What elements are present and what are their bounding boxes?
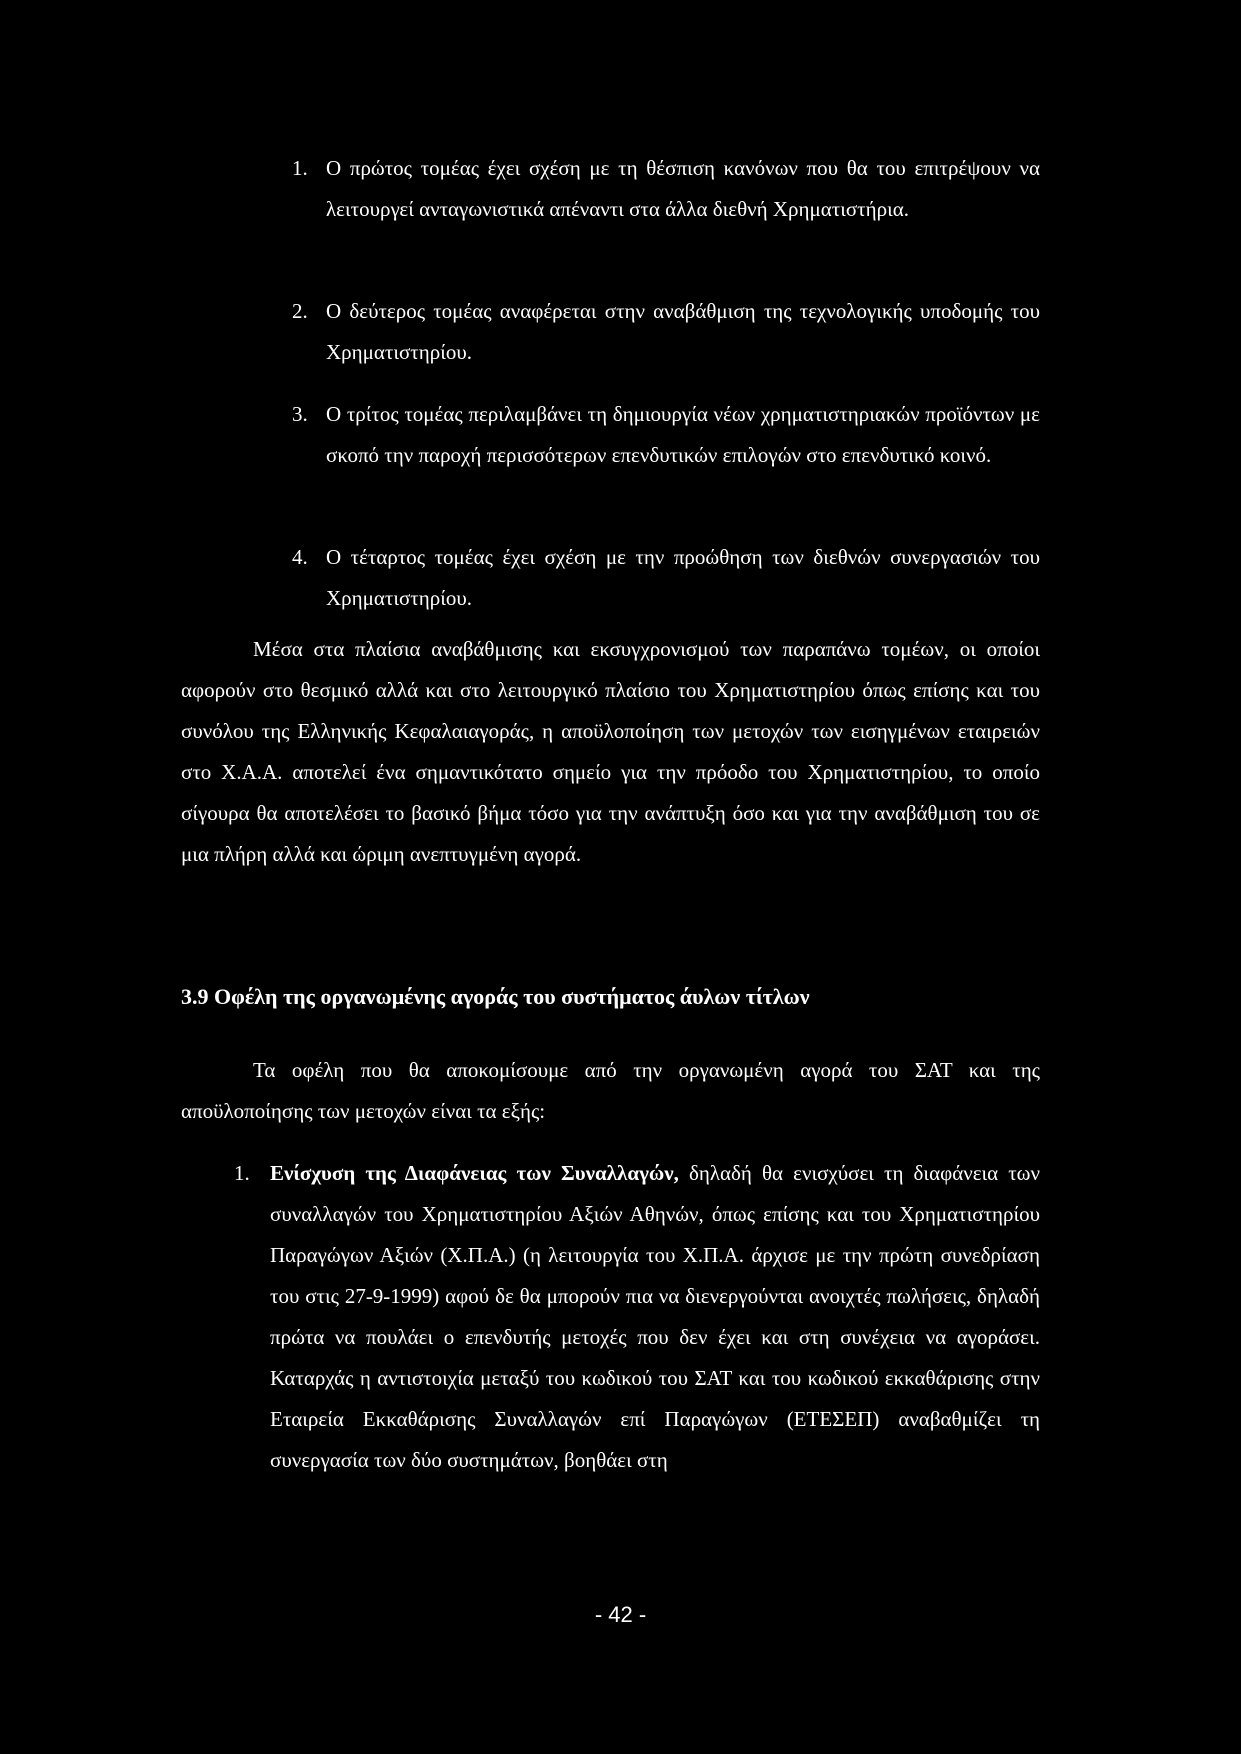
- benefit-item-text: δηλαδή θα ενισχύσει τη διαφάνεια των συναλλαγών του Χρηματιστηρίου Αξιών Αθηνών, όπως επίσης και του Χρηματιστηρίου Παραγώγων Αξιών (Χ.Π.Α.) (η λειτουργία του Χ.Π.Α. άρχισε με την πρώτη συνεδρίαση του στις 27-9-1999) αφού δε θα μπορούν πια να διενεργούνται ανοιχτές πωλήσεις, δηλαδή πρώτα να πουλάει ο επενδυτής μετοχές που δεν έχει και στη συνέχεια να αγοράσει. Καταρχάς η αντιστοιχία μεταξύ του κωδικού του ΣΑΤ και του κωδικού εκκαθάρισης στην Εταιρεία Εκκαθάρισης Συναλλαγών επί Παραγώγων (ΕΤΕΣΕΠ) αναβαθμίζει τη συνεργασία των δύο συστημάτων, βοηθάει στη: [270, 1161, 1041, 1472]
- list-item-number: 1.: [292, 156, 308, 180]
- list-item-4: [292, 537, 1040, 619]
- body-paragraph-2: Τα οφέλη που θα αποκομίσουμε από την οργανωμένη αγορά του ΣΑΤ και της αποϋλοποίησης των μετοχών είναι τα εξής:: [181, 1058, 1040, 1123]
- list-item-text: Ο τρίτος τομέας περιλαμβάνει τη δημιουργία νέων χρηματιστηριακών προϊόντων με σκοπό την παροχή περισσότερων επενδυτικών επιλογών στο επενδυτικό κοινό.: [326, 402, 1040, 467]
- list-item-3: [292, 394, 1040, 476]
- page-number: - 42 -: [594, 1602, 647, 1627]
- list-item-text: Ο δεύτερος τομέας αναφέρεται στην αναβάθμιση της τεχνολογικής υποδομής του Χρηματιστηρίου.: [326, 299, 1040, 364]
- list-item-2: [292, 291, 1040, 373]
- section-heading: 3.9 Οφέλη της οργανωμένης αγοράς του συστήματος άυλων τίτλων: [181, 984, 810, 1009]
- list-item-number: 4.: [292, 545, 308, 569]
- list-item-number: 2.: [292, 299, 308, 323]
- benefit-item-number: 1.: [234, 1161, 250, 1185]
- list-item-text: Ο τέταρτος τομέας έχει σχέση με την προώθηση των διεθνών συνεργασιών του Χρηματιστηρίου.: [326, 545, 1040, 610]
- list-item-number: 3.: [292, 402, 308, 426]
- benefit-item-title: Ενίσχυση της Διαφάνειας των Συναλλαγών,: [270, 1161, 679, 1185]
- list-item-1: [292, 148, 1040, 230]
- benefit-item-1: [234, 1153, 1041, 1481]
- body-paragraph-1: Μέσα στα πλαίσια αναβάθμισης και εκσυγχρονισμού των παραπάνω τομέων, οι οποίοι αφορούν στο θεσμικό αλλά και στο λειτουργικό πλαίσιο του Χρηματιστηρίου όπως επίσης και του συνόλου της Ελληνικής Κεφαλαιαγοράς, η αποϋλοποίηση των μετοχών των εισηγμένων εταιρειών στο Χ.Α.Α. αποτελεί ένα σημαντικότατο σημείο για την πρόοδο του Χρηματιστηρίου, το οποίο σίγουρα θα αποτελέσει το βασικό βήμα τόσο για την ανάπτυξη όσο και για την αναβάθμιση του σε μια πλήρη αλλά και ώριμη ανεπτυγμένη αγορά.: [181, 637, 1040, 866]
- list-item-text: Ο πρώτος τομέας έχει σχέση με τη θέσπιση κανόνων που θα του επιτρέψουν να λειτουργεί ανταγωνιστικά απέναντι στα άλλα διεθνή Χρηματιστήρια.: [326, 156, 1040, 221]
